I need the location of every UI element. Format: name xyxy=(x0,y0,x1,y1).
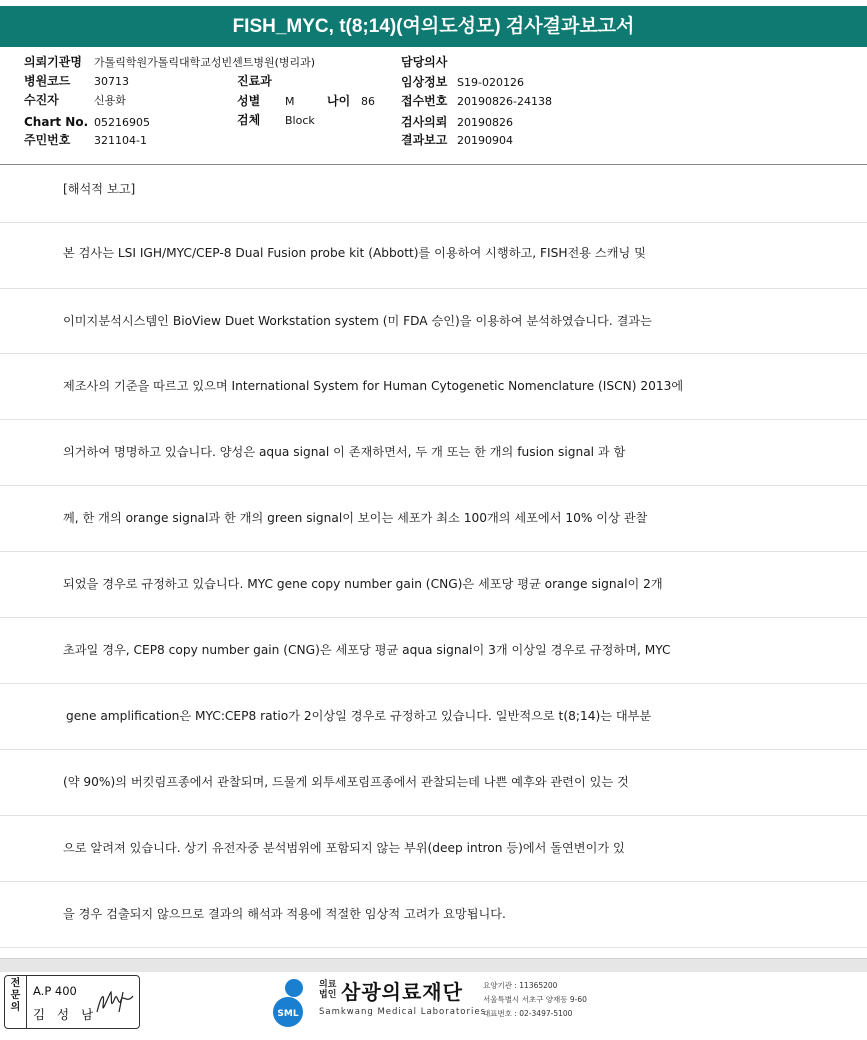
specimen-row xyxy=(237,111,315,130)
field-value: S19-020126 xyxy=(457,76,524,89)
lab-info-line: 요양기관 : 11365200 xyxy=(483,981,558,990)
logo-circle-text: SML xyxy=(277,1009,299,1019)
sml-logo-icon xyxy=(268,976,318,1028)
field-value: 20190904 xyxy=(457,134,513,147)
field-label: 성별 xyxy=(237,94,261,108)
hospital-name-row xyxy=(24,53,315,72)
field-label: 수진자 xyxy=(24,93,59,107)
field-label: 주민번호 xyxy=(24,133,71,147)
field-label: 진료과 xyxy=(237,74,272,88)
field-value: 86 xyxy=(361,95,375,108)
footer-divider xyxy=(0,958,867,972)
lab-name-en: Samkwang Medical Laboratories xyxy=(319,1007,487,1017)
field-label: 의뢰기관명 xyxy=(24,55,82,69)
doctor-name: 김 성 남 xyxy=(33,1007,98,1022)
signature-box xyxy=(4,975,140,1029)
field-value: 신용화 xyxy=(94,94,126,107)
resident-no-row xyxy=(24,131,147,150)
specialist-label-text: 전문의 xyxy=(10,978,21,1013)
footer-logo xyxy=(268,976,608,1032)
lab-info-line: 대표번호 : 02-3497-5100 xyxy=(483,1009,573,1018)
request-date-row xyxy=(401,113,513,132)
field-label: 결과보고 xyxy=(401,133,448,147)
patient-name-row xyxy=(24,91,126,110)
report-line: 으로 알려져 있습니다. 상기 유전자중 분석범위에 포함되지 않는 부위(deep intron 등)에서 돌연변이가 있 xyxy=(0,816,867,882)
report-line: 께, 한 개의 orange signal과 한 개의 green signal이 보이는 세포가 최소 100개의 세포에서 10% 이상 관찰 xyxy=(0,486,867,552)
sex-age-row xyxy=(237,92,375,111)
report-heading: [해석적 보고] xyxy=(0,166,867,223)
signature-icon xyxy=(93,986,137,1018)
field-value: 05216905 xyxy=(94,116,150,129)
corp-type: 의료법인 xyxy=(319,980,337,1000)
report-title: FISH_MYC, t(8;14)(여의도성모) 검사결과보고서 xyxy=(0,6,867,47)
clinical-info-row xyxy=(401,73,524,92)
field-label: 담당의사 xyxy=(401,55,448,69)
field-value: 20190826-24138 xyxy=(457,95,552,108)
report-line: (약 90%)의 버킷림프종에서 관찰되며, 드물게 외투세포림프종에서 관찰되는데 나쁜 예후와 관련이 있는 것 xyxy=(0,750,867,816)
lab-name-ko: 삼광의료재단 xyxy=(341,980,463,1004)
interpretive-report xyxy=(0,166,867,974)
field-label: 접수번호 xyxy=(401,94,448,108)
report-line: 의거하여 명명하고 있습니다. 양성은 aqua signal 이 존재하면서, 두 개 또는 한 개의 fusion signal 과 함 xyxy=(0,420,867,486)
report-date-row xyxy=(401,131,513,150)
chart-no-row xyxy=(24,113,150,132)
report-line: gene amplification은 MYC:CEP8 ratio가 2이상일 경우로 규정하고 있습니다. 일반적으로 t(8;14)는 대부분 xyxy=(0,684,867,750)
field-label: 임상정보 xyxy=(401,75,448,89)
lab-info-line: 서울특별시 서초구 양재동 9-60 xyxy=(483,995,587,1004)
field-value: 321104-1 xyxy=(94,134,147,147)
report-line: 을 경우 검출되지 않으므로 결과의 해석과 적용에 적절한 임상적 고려가 요망됩니다. xyxy=(0,882,867,948)
report-line: 초과일 경우, CEP8 copy number gain (CNG)은 세포당 평균 aqua signal이 3개 이상일 경우로 규정하며, MYC xyxy=(0,618,867,684)
receipt-no-row xyxy=(401,92,552,111)
field-label: 나이 xyxy=(327,94,351,108)
report-line: 본 검사는 LSI IGH/MYC/CEP-8 Dual Fusion probe kit (Abbott)를 이용하여 시행하고, FISH전용 스캐닝 및 xyxy=(0,223,867,289)
report-line: 제조사의 기준을 따르고 있으며 International System for Human Cytogenetic Nomenclature (ISCN) 2013에 xyxy=(0,354,867,420)
field-label: 검사의뢰 xyxy=(401,115,448,129)
specialist-label xyxy=(5,976,27,1028)
department-row xyxy=(237,72,272,91)
report-line: 이미지분석시스템인 BioView Duet Workstation system (미 FDA 승인)을 이용하여 분석하였습니다. 결과는 xyxy=(0,289,867,354)
field-label: 검체 xyxy=(237,113,261,127)
header-info xyxy=(0,50,867,165)
field-value: Block xyxy=(285,114,315,127)
physician-row xyxy=(401,53,457,72)
field-value: 30713 xyxy=(94,75,129,88)
field-value: 20190826 xyxy=(457,116,513,129)
field-value: 가톨릭학원가톨릭대학교성빈센트병원(병리과) xyxy=(94,56,316,69)
field-label: Chart No. xyxy=(24,115,89,129)
hospital-code-row xyxy=(24,72,129,91)
lab-info xyxy=(483,979,587,1021)
ap-number: A.P 400 xyxy=(33,984,77,998)
report-line: 되었을 경우로 규정하고 있습니다. MYC gene copy number gain (CNG)은 세포당 평균 orange signal이 2개 xyxy=(0,552,867,618)
field-value: M xyxy=(285,95,295,108)
field-label: 병원코드 xyxy=(24,74,71,88)
